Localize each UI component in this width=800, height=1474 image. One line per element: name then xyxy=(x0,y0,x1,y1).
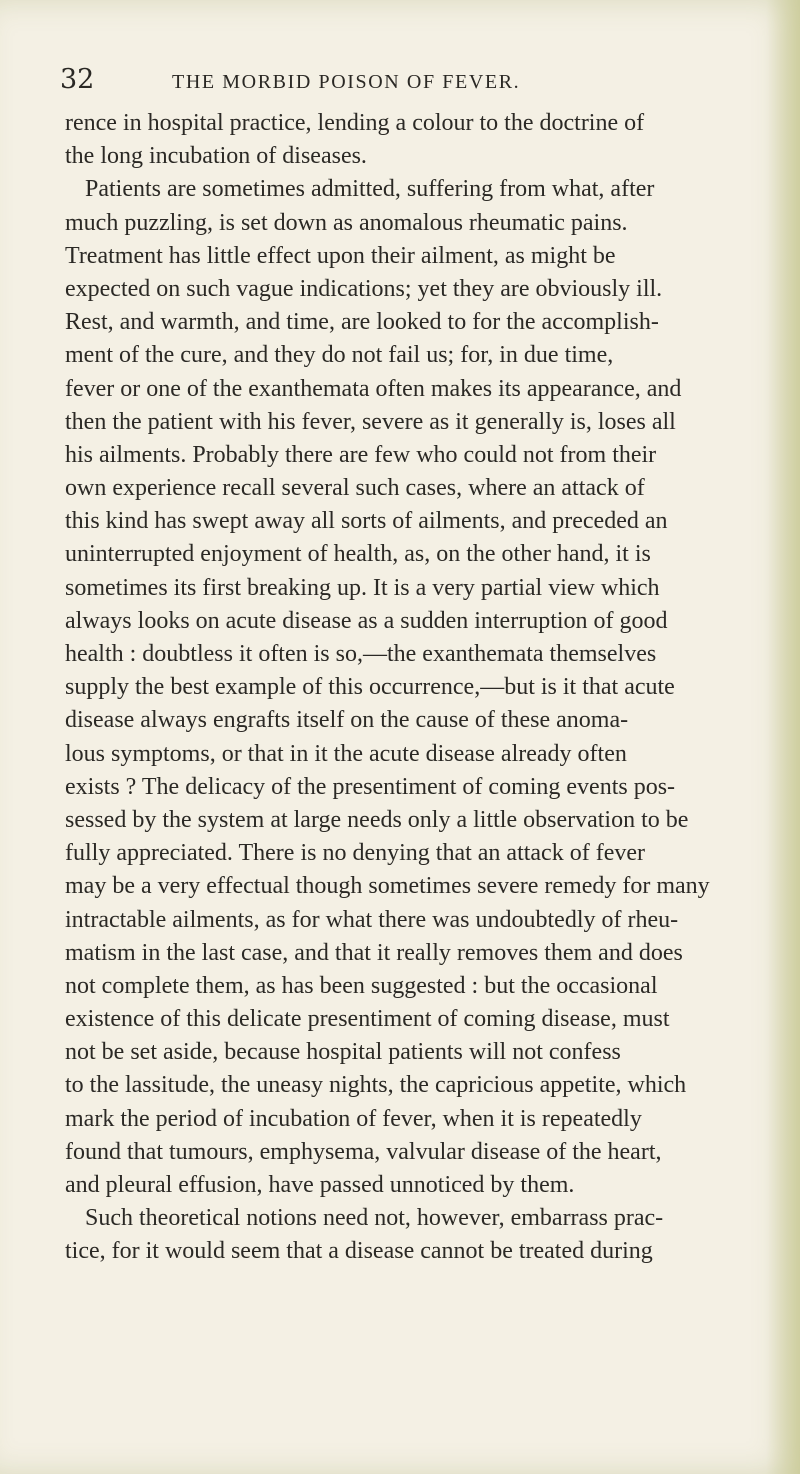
text-line: tice, for it would seem that a disease cannot be treated during xyxy=(65,1238,653,1265)
text-line: to the lassitude, the uneasy nights, the capricious appetite, which xyxy=(65,1072,687,1099)
running-head: THE MORBID POISON OF FEVER. xyxy=(172,71,521,93)
text-line: expected on such vague indications; yet they are obviously ill. xyxy=(65,275,663,302)
text-line: Patients are sometimes admitted, suffering from what, after xyxy=(85,176,655,203)
text-line: his ailments. Probably there are few who could not from their xyxy=(65,441,657,468)
text-line: may be a very effectual though sometimes severe remedy for many xyxy=(65,873,710,900)
text-line: uninterrupted enjoyment of health, as, on the other hand, it is xyxy=(65,541,651,568)
text-line: Rest, and warmth, and time, are looked to for the accomplish- xyxy=(65,309,659,336)
text-line: mark the period of incubation of fever, when it is repeatedly xyxy=(65,1105,642,1132)
text-line: the long incubation of diseases. xyxy=(65,143,367,170)
text-line: health : doubtless it often is so,—the exanthemata themselves xyxy=(65,641,657,667)
text-line: not be set aside, because hospital patients will not confess xyxy=(65,1039,621,1066)
text-line: rence in hospital practice, lending a colour to the doctrine of xyxy=(65,110,645,136)
text-line: exists ? The delicacy of the presentiment of coming events pos- xyxy=(65,773,676,800)
text-line: Such theoretical notions need not, however, embarrass prac- xyxy=(85,1205,664,1232)
text-line: much puzzling, is set down as anomalous rheumatic pains. xyxy=(65,209,628,236)
text-line: Treatment has little effect upon their ailment, as might be xyxy=(65,242,616,269)
text-line: fever or one of the exanthemata often makes its appearance, and xyxy=(65,375,682,402)
text-line: ment of the cure, and they do not fail us; for, in due time, xyxy=(65,342,614,369)
text-line: fully appreciated. There is no denying that an attack of fever xyxy=(65,840,645,867)
text-line: sessed by the system at large needs only a little observation to be xyxy=(65,806,689,833)
body-text xyxy=(65,107,785,1269)
text-line: not complete them, as has been suggested : but the occasional xyxy=(65,972,658,999)
text-line: this kind has swept away all sorts of ailments, and preceded an xyxy=(65,508,668,535)
text-line: lous symptoms, or that in it the acute disease already often xyxy=(65,740,627,767)
text-line: supply the best example of this occurrence,—but is it that acute xyxy=(65,674,675,701)
text-line: found that tumours, emphysema, valvular disease of the heart, xyxy=(65,1138,662,1165)
text-line: disease always engrafts itself on the cause of these anoma- xyxy=(65,707,629,734)
text-line: matism in the last case, and that it really removes them and does xyxy=(65,939,683,966)
text-line: always looks on acute disease as a sudden interruption of good xyxy=(65,607,668,634)
text-line: sometimes its first breaking up. It is a very partial view which xyxy=(65,574,660,601)
text-line: then the patient with his fever, severe as it generally is, loses all xyxy=(65,408,676,435)
text-line: existence of this delicate presentiment of coming disease, must xyxy=(65,1006,670,1033)
text-line: and pleural effusion, have passed unnoticed by them. xyxy=(65,1172,575,1198)
text-line: own experience recall several such cases, where an attack of xyxy=(65,475,645,502)
page-header xyxy=(60,60,750,100)
page-number: 32 xyxy=(60,64,95,95)
text-line: intractable ailments, as for what there was undoubtedly of rheu- xyxy=(65,906,679,933)
